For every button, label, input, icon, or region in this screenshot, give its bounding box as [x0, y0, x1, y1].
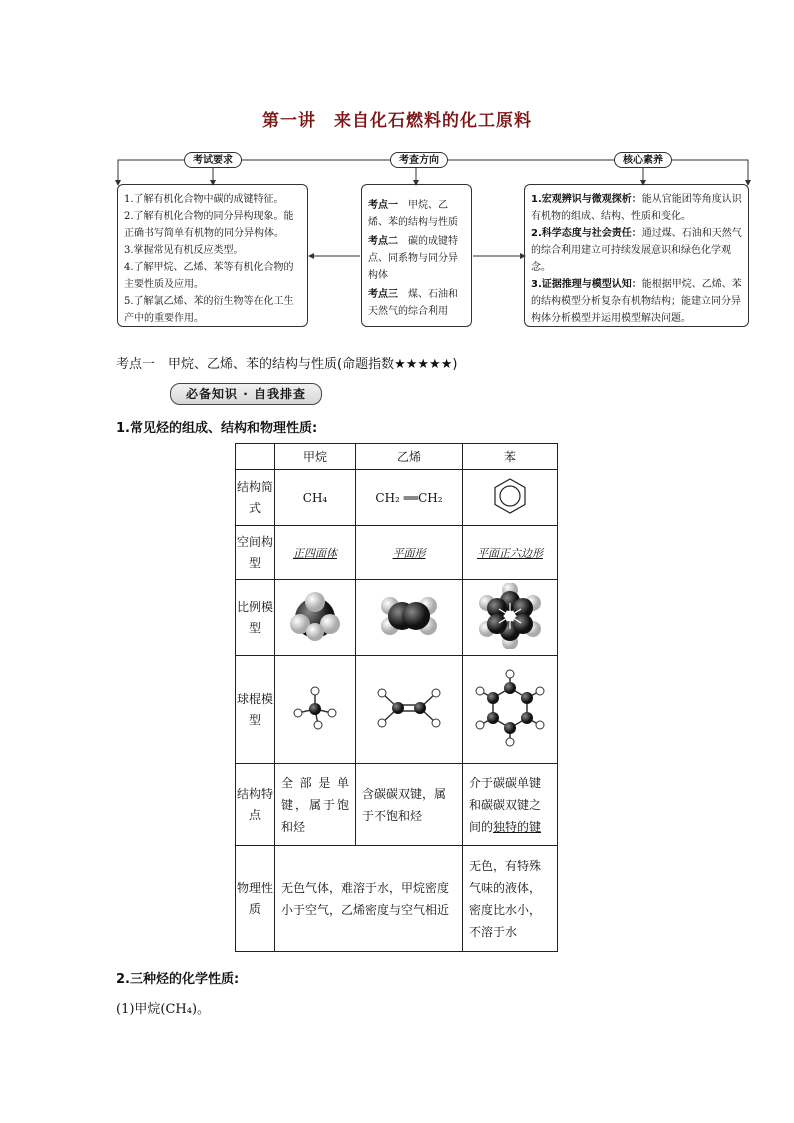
knowledge-banner: 必备知识 · 自我排查 — [170, 383, 322, 405]
row-label: 空间构型 — [236, 526, 275, 580]
table-row — [236, 444, 558, 470]
methane-ball-stick-icon — [290, 683, 340, 733]
formula-ethylene: CH₂ ══CH₂ — [356, 470, 463, 526]
benzene-ring — [463, 470, 558, 526]
benzene-ball-stick-icon — [470, 668, 550, 748]
page-title: 第一讲 来自化石燃料的化工原料 — [262, 111, 532, 131]
ethylene-space-filling-icon — [376, 588, 442, 644]
literacy-item: 2.科学态度与社会责任：通过煤、石油和天然气的综合利用建立可持续发展意识和绿色化学观念。 — [531, 228, 742, 273]
tag-exam-requirements: 考试要求 — [184, 152, 242, 168]
benzene-ball-stick — [463, 656, 558, 764]
ethylene-ball-stick-icon — [374, 683, 444, 733]
direction-item: 考点三 煤、石油和天然气的综合利用 — [368, 289, 458, 317]
table-row — [236, 846, 558, 952]
benzene-structure-icon — [490, 476, 530, 516]
requirement-item: 2.了解有机化合物的同分异构现象。能正确书写简单有机物的同分异构体。 — [124, 211, 294, 239]
literacy-item: 3.证据推理与模型认知：能根据甲烷、乙烯、苯的结构模型分析复杂有机物结构；能建立同分异构体分析模型并运用模型解决问题。 — [531, 279, 742, 324]
directions-box — [361, 184, 472, 327]
hydrocarbon-table — [235, 443, 558, 952]
feature-benzene: 介于碳碳单键和碳碳双键之间的独特的键 — [463, 764, 558, 846]
benzene-space-filling-icon — [477, 583, 543, 649]
requirements-box — [117, 184, 308, 327]
table-row — [236, 656, 558, 764]
literacy-item: 1.宏观辨识与微观探析：能从官能团等角度认识有机物的组成、结构、性质和变化。 — [531, 194, 742, 222]
col-header: 甲烷 — [275, 444, 356, 470]
shape-methane: 正四面体 — [275, 526, 356, 580]
physical-benzene: 无色，有特殊气味的液体，密度比水小，不溶于水 — [463, 846, 558, 952]
tag-core-literacy: 核心素养 — [614, 152, 672, 168]
formula-methane: CH₄ — [275, 470, 356, 526]
feature-methane: 全部是单键，属于饱和烃 — [275, 764, 356, 846]
literacy-box — [524, 184, 749, 327]
requirement-item: 4.了解甲烷、乙烯、苯等有机化合物的主要性质及应用。 — [124, 262, 294, 290]
methane-ball-stick — [275, 656, 356, 764]
feature-ethylene: 含碳碳双键，属于不饱和烃 — [356, 764, 463, 846]
table-row — [236, 470, 558, 526]
shape-ethylene: 平面形 — [356, 526, 463, 580]
table-row — [236, 580, 558, 656]
requirement-item: 3.掌握常见有机反应类型。 — [124, 245, 244, 256]
row-label: 结构简式 — [236, 470, 275, 526]
physical-methane-ethylene: 无色气体，难溶于水，甲烷密度小于空气，乙烯密度与空气相近 — [275, 846, 463, 952]
direction-item: 考点一 甲烷、乙烯、苯的结构与性质 — [368, 200, 458, 228]
ethylene-ball-stick — [356, 656, 463, 764]
ethylene-space-filling — [356, 580, 463, 656]
tag-exam-direction: 考查方向 — [390, 152, 448, 168]
table-row — [236, 764, 558, 846]
row-label: 物理性质 — [236, 846, 275, 952]
direction-item: 考点二 碳的成键特点、同系物与同分异构体 — [368, 236, 458, 281]
row-label: 球棍模型 — [236, 656, 275, 764]
section-heading: 考点一 甲烷、乙烯、苯的结构与性质(命题指数★★★★★) — [116, 357, 458, 372]
table-row — [236, 526, 558, 580]
heading-chemical-properties: 2.三种烃的化学性质: — [116, 972, 240, 987]
benzene-space-filling — [463, 580, 558, 656]
requirement-item: 5.了解氯乙烯、苯的衍生物等在化工生产中的重要作用。 — [124, 296, 294, 324]
methane-space-filling-icon — [285, 588, 345, 644]
table-corner — [236, 444, 275, 470]
requirement-item: 1.了解有机化合物中碳的成键特征。 — [124, 194, 284, 205]
row-label: 比例模型 — [236, 580, 275, 656]
methane-space-filling — [275, 580, 356, 656]
shape-benzene: 平面正六边形 — [463, 526, 558, 580]
heading-properties: 1.常见烃的组成、结构和物理性质: — [116, 421, 318, 436]
col-header: 苯 — [463, 444, 558, 470]
col-header: 乙烯 — [356, 444, 463, 470]
row-label: 结构特点 — [236, 764, 275, 846]
subheading-methane: (1)甲烷(CH₄)。 — [116, 1002, 211, 1017]
